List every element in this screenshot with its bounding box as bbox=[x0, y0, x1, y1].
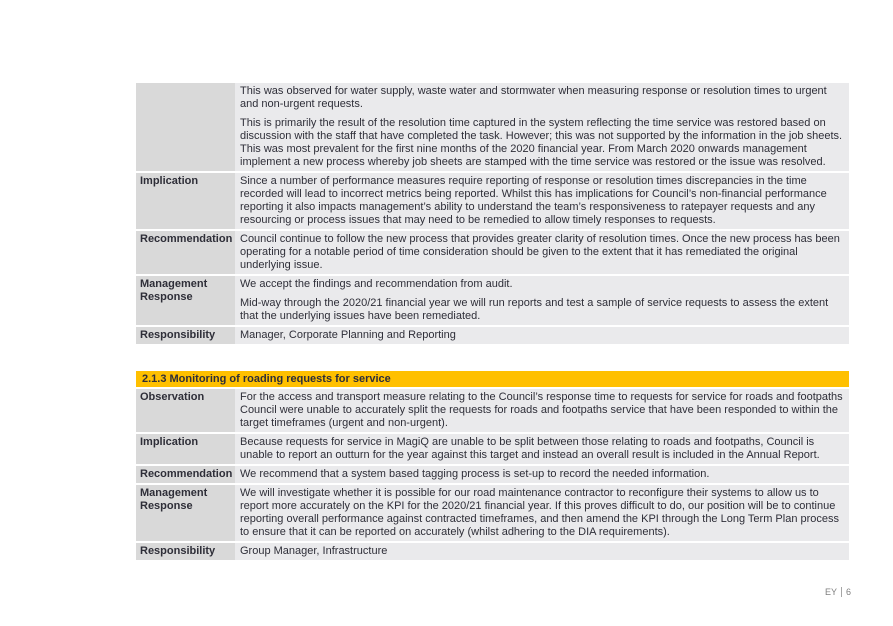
responsibility-label: Responsibility bbox=[136, 327, 235, 344]
responsibility-text: Manager, Corporate Planning and Reporting bbox=[235, 327, 849, 344]
management-response-label: Management Response bbox=[136, 485, 235, 541]
observation-label-cell bbox=[136, 83, 235, 171]
observation-paragraph: This is primarily the result of the resolution time captured in the system reflecting the time service was restored based on discussion with the staff that have completed the task. However; this was not supported by the information in the job sheets. This was most prevalent for the first nine months of the 2020 financial year. From March 2020 onwards management implement a new process whereby job sheets are stamped with the time service was restored or the issue was resolved. bbox=[240, 117, 843, 168]
implication-row bbox=[136, 173, 849, 231]
management-response-row bbox=[136, 276, 849, 327]
observation-label: Observation bbox=[136, 389, 235, 432]
implication-label: Implication bbox=[136, 173, 235, 229]
responsibility-row bbox=[136, 543, 849, 562]
responsibility-label: Responsibility bbox=[136, 543, 235, 560]
management-response-row bbox=[136, 485, 849, 543]
observation-row bbox=[136, 83, 849, 173]
section-heading: 2.1.3 Monitoring of roading requests for service bbox=[136, 371, 849, 389]
observation-paragraph: This was observed for water supply, waste water and stormwater when measuring response or resolution times to urgent and non-urgent requests. bbox=[240, 85, 827, 110]
recommendation-text: We recommend that a system based tagging process is set-up to record the needed information. bbox=[235, 466, 849, 483]
observation-row bbox=[136, 389, 849, 434]
page-footer bbox=[825, 587, 851, 597]
brand-mark: EY bbox=[824, 587, 837, 597]
responsibility-text: Group Manager, Infrastructure bbox=[235, 543, 849, 560]
recommendation-label: Recommendation bbox=[136, 466, 235, 483]
responsibility-row bbox=[136, 327, 849, 346]
management-response-cell bbox=[235, 276, 849, 325]
management-response-paragraph: We accept the findings and recommendation from audit. bbox=[240, 278, 513, 290]
recommendation-row bbox=[136, 231, 849, 276]
recommendation-row bbox=[136, 466, 849, 485]
page-number: 6 bbox=[845, 587, 851, 597]
management-response-text: We will investigate whether it is possible for our road maintenance contractor to reconfigure their systems to allow us to report more accurately on the KPI for the 2020/21 financial year. If this proves difficult to do, our position will be to continue reporting overall performance against contracted timeframes, and then amend the KPI through the Long Term Plan process to ensure that it can be reported on accurately (whilst adhering to the DIA requirements). bbox=[235, 485, 849, 541]
observation-cell bbox=[235, 83, 849, 171]
recommendation-label: Recommendation bbox=[136, 231, 235, 274]
findings-table-continued bbox=[136, 83, 849, 346]
footer-divider bbox=[841, 587, 842, 597]
management-response-label: Management Response bbox=[136, 276, 235, 325]
management-response-paragraph: Mid-way through the 2020/21 financial year we will run reports and test a sample of service requests to assess the extent that the underlying issues have been remediated. bbox=[240, 297, 829, 322]
roading-findings-table bbox=[136, 371, 849, 562]
implication-label: Implication bbox=[136, 434, 235, 464]
implication-text: Because requests for service in MagiQ are unable to be split between those relating to roads and footpaths, Council is unable to report an outturn for the year against this target and instead an overall result is included in the Annual Report. bbox=[235, 434, 849, 464]
implication-row bbox=[136, 434, 849, 466]
implication-text: Since a number of performance measures require reporting of response or resolution times discrepancies in the time recorded will lead to incorrect metrics being reported. Whilst this has implications for Council’s non-financial performance reporting it also impacts management’s ability to understand the team’s responsiveness to ratepayer requests and any resourcing or process issues that may need to be remedied to allow timely responses to requests. bbox=[235, 173, 849, 229]
observation-text: For the access and transport measure relating to the Council’s response time to requests for service for roads and footpaths Council were unable to accurately split the requests for roads and footpaths service that have been responded to within the target timeframes (urgent and non-urgent). bbox=[235, 389, 849, 432]
recommendation-text: Council continue to follow the new process that provides greater clarity of resolution times. Once the new process has been operating for a notable period of time consideration should be given to the extent that it has remediated the original underlying issue. bbox=[235, 231, 849, 274]
